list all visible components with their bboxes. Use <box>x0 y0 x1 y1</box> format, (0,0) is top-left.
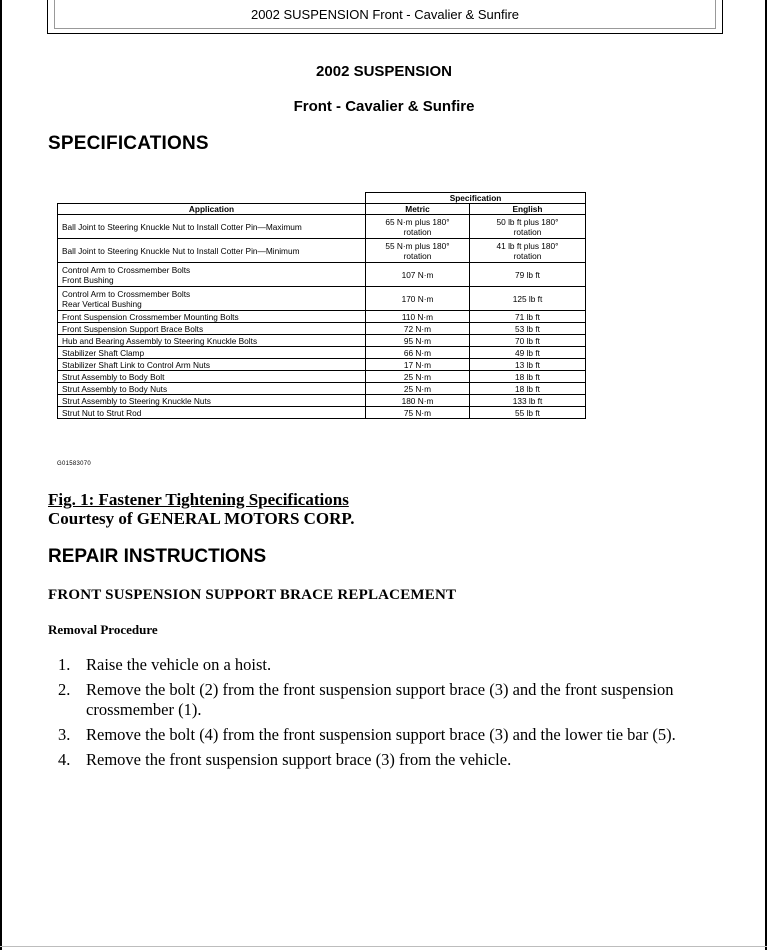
figure-code: G01583070 <box>57 461 92 467</box>
cell-application-line: Front Suspension Support Brace Bolts <box>62 323 204 334</box>
table-row <box>58 323 586 335</box>
step-text: Remove the front suspension support brace (3) from the vehicle. <box>86 750 512 769</box>
cell-metric <box>366 347 470 359</box>
cell-application-line: Ball Joint to Steering Knuckle Nut to Install Cotter Pin—Minimum <box>62 245 300 256</box>
step-text: Raise the vehicle on a hoist. <box>86 655 272 674</box>
table-row <box>58 311 586 323</box>
cell-english <box>470 371 586 383</box>
cell-application <box>58 371 366 383</box>
cell-metric-line: 25 N·m <box>403 383 432 394</box>
cell-english-line: 70 lb ft <box>515 335 540 346</box>
table-row <box>58 371 586 383</box>
cell-application-line: Control Arm to Crossmember Bolts <box>62 288 191 299</box>
cell-english-line: 55 lb ft <box>515 407 540 418</box>
cell-metric <box>366 239 470 263</box>
fastener-spec-table <box>57 192 586 419</box>
spec-group-header: Specification <box>366 193 586 204</box>
table-row <box>58 359 586 371</box>
list-item <box>58 680 718 720</box>
cell-application <box>58 383 366 395</box>
cell-application <box>58 323 366 335</box>
table-row <box>58 395 586 407</box>
cell-metric <box>366 311 470 323</box>
cell-application <box>58 311 366 323</box>
figure-caption <box>48 490 355 528</box>
cell-application-line: Strut Assembly to Body Nuts <box>62 383 168 394</box>
cell-metric <box>366 371 470 383</box>
step-text: Remove the bolt (2) from the front suspension support brace (3) and the front suspension crossmember (1). <box>86 680 674 719</box>
cell-english-line: 13 lb ft <box>515 359 540 370</box>
table-row <box>58 383 586 395</box>
cell-english-line: rotation <box>513 250 542 261</box>
cell-english <box>470 323 586 335</box>
column-header-application: Application <box>58 204 366 215</box>
cell-application <box>58 347 366 359</box>
cell-english-line: 125 lb ft <box>512 293 543 304</box>
table-row <box>58 347 586 359</box>
cell-application-line: Front Bushing <box>62 274 114 285</box>
table-row <box>58 215 586 239</box>
cell-english <box>470 383 586 395</box>
cell-application-line: Stabilizer Shaft Clamp <box>62 347 145 358</box>
cell-metric-line: 110 N·m <box>401 311 434 322</box>
cell-metric <box>366 395 470 407</box>
cell-english <box>470 407 586 419</box>
cell-english <box>470 263 586 287</box>
cell-metric-line: 25 N·m <box>403 371 432 382</box>
cell-english <box>470 395 586 407</box>
cell-english-line: 71 lb ft <box>515 311 540 322</box>
cell-metric <box>366 263 470 287</box>
cell-metric-line: 55 N·m plus 180° <box>385 240 450 251</box>
column-header-metric: Metric <box>366 204 470 215</box>
cell-metric-line: 66 N·m <box>403 347 432 358</box>
cell-application <box>58 335 366 347</box>
cell-english-line: 18 lb ft <box>515 371 540 382</box>
table-corner <box>58 193 366 204</box>
cell-application-line: Stabilizer Shaft Link to Control Arm Nuts <box>62 359 211 370</box>
cell-application <box>58 407 366 419</box>
cell-application-line: Strut Assembly to Steering Knuckle Nuts <box>62 395 211 406</box>
cell-english <box>470 347 586 359</box>
cell-metric-line: 65 N·m plus 180° <box>385 216 450 227</box>
step-number: 3. <box>58 725 71 744</box>
cell-metric <box>366 287 470 311</box>
table-row <box>58 239 586 263</box>
step-number: 2. <box>58 680 71 699</box>
cell-metric-line: rotation <box>403 250 432 261</box>
cell-english-line: 18 lb ft <box>515 383 540 394</box>
cell-metric <box>366 407 470 419</box>
table-row <box>58 287 586 311</box>
cell-english-line: 41 lb ft plus 180° <box>496 240 559 251</box>
specifications-heading: SPECIFICATIONS <box>48 133 209 154</box>
document-subtitle: Front - Cavalier & Sunfire <box>293 98 475 115</box>
list-item <box>58 725 718 745</box>
list-item <box>58 655 718 675</box>
table-row <box>58 263 586 287</box>
figure-label: Fig. 1: Fastener Tightening Specifications <box>48 490 349 509</box>
table-row <box>58 335 586 347</box>
page-border-left <box>0 0 2 950</box>
cell-english <box>470 287 586 311</box>
cell-metric-line: 72 N·m <box>403 323 432 334</box>
cell-english <box>470 311 586 323</box>
cell-application-line: Rear Vertical Bushing <box>62 298 142 309</box>
cell-application-line: Strut Nut to Strut Rod <box>62 407 142 418</box>
running-header-title: 2002 SUSPENSION Front - Cavalier & Sunfire <box>54 0 716 29</box>
cell-application-line: Ball Joint to Steering Knuckle Nut to Install Cotter Pin—Maximum <box>62 221 302 232</box>
cell-application <box>58 239 366 263</box>
cell-english-line: 49 lb ft <box>515 347 540 358</box>
cell-metric-line: 180 N·m <box>401 395 434 406</box>
cell-metric <box>366 215 470 239</box>
cell-metric <box>366 359 470 371</box>
cell-english-line: rotation <box>513 226 542 237</box>
cell-english <box>470 239 586 263</box>
cell-metric-line: 95 N·m <box>403 335 432 346</box>
cell-application-line: Control Arm to Crossmember Bolts <box>62 264 191 275</box>
cell-metric <box>366 323 470 335</box>
cell-application <box>58 287 366 311</box>
cell-english <box>470 215 586 239</box>
column-header-english: English <box>470 204 586 215</box>
step-text: Remove the bolt (4) from the front suspension support brace (3) and the lower tie bar (5). <box>86 725 676 744</box>
spec-table-body <box>58 215 586 419</box>
procedure-heading: FRONT SUSPENSION SUPPORT BRACE REPLACEMENT <box>48 587 457 603</box>
removal-procedure-heading: Removal Procedure <box>48 622 158 637</box>
cell-metric-line: 75 N·m <box>403 407 432 418</box>
repair-instructions-heading: REPAIR INSTRUCTIONS <box>48 546 267 567</box>
cell-metric-line: 107 N·m <box>401 269 434 280</box>
removal-steps-list <box>58 655 718 775</box>
cell-english-line: 79 lb ft <box>515 269 540 280</box>
cell-english <box>470 359 586 371</box>
cell-english <box>470 335 586 347</box>
cell-metric <box>366 383 470 395</box>
cell-application <box>58 359 366 371</box>
list-item <box>58 750 718 770</box>
step-number: 1. <box>58 655 71 674</box>
document-title: 2002 SUSPENSION <box>316 63 452 80</box>
page-border-bottom <box>0 946 767 947</box>
running-header <box>47 0 723 34</box>
step-number: 4. <box>58 750 71 769</box>
cell-application <box>58 263 366 287</box>
cell-english-line: 133 lb ft <box>512 395 543 406</box>
figure-courtesy: Courtesy of GENERAL MOTORS CORP. <box>48 509 355 528</box>
cell-metric <box>366 335 470 347</box>
cell-application <box>58 395 366 407</box>
cell-application-line: Strut Assembly to Body Bolt <box>62 371 165 382</box>
table-row <box>58 407 586 419</box>
cell-metric-line: rotation <box>403 226 432 237</box>
cell-application-line: Hub and Bearing Assembly to Steering Knuckle Bolts <box>62 335 258 346</box>
cell-metric-line: 17 N·m <box>403 359 432 370</box>
cell-metric-line: 170 N·m <box>401 293 434 304</box>
cell-application-line: Front Suspension Crossmember Mounting Bolts <box>62 311 239 322</box>
cell-english-line: 53 lb ft <box>515 323 540 334</box>
cell-english-line: 50 lb ft plus 180° <box>496 216 559 227</box>
cell-application <box>58 215 366 239</box>
page-border-right <box>765 0 767 950</box>
